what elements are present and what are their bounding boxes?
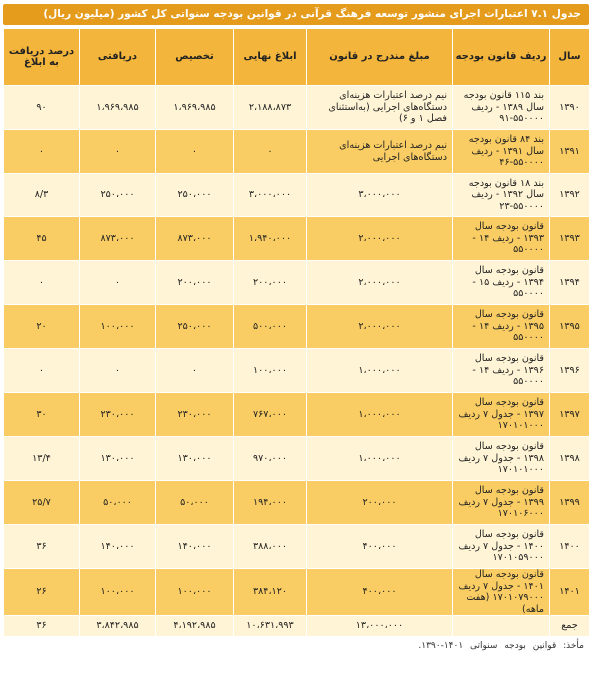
total-received: ۳،۸۴۲،۹۸۵ (80, 616, 156, 637)
cell-year: ۱۳۹۱ (550, 130, 590, 174)
cell-final-notified: ۳۸۴،۱۲۰ (234, 569, 307, 616)
cell-law-amount: ۲،۰۰۰،۰۰۰ (307, 217, 453, 261)
budget-table (3, 28, 590, 637)
cell-law-amount: ۲۰۰،۰۰۰ (307, 481, 453, 525)
table-header-row (4, 29, 590, 86)
cell-final-notified: ۳۸۸،۰۰۰ (234, 525, 307, 569)
cell-received-percent: ۲۰ (4, 305, 80, 349)
cell-budget-line: قانون بودجه سال ۱۳۹۷ - جدول ۷ ردیف ۱۷۰۱۰۱۰۰۰ (453, 393, 550, 437)
cell-law-amount: ۲،۰۰۰،۰۰۰ (307, 261, 453, 305)
cell-year: ۱۳۹۲ (550, 174, 590, 217)
cell-received-percent: ۹۰ (4, 86, 80, 130)
cell-year: ۱۳۹۷ (550, 393, 590, 437)
cell-received: ۲۳۰،۰۰۰ (80, 393, 156, 437)
cell-budget-line: قانون بودجه سال ۱۳۹۴ - ردیف ۱۵ - ۵۵۰۰۰۰ (453, 261, 550, 305)
table-title: جدول ۷.۱ اعتبارات اجرای منشور توسعه فرهنگ قرآنی در قوانین بودجه سنواتی کل کشور (میلیون ریال) (3, 4, 589, 25)
cell-allocation: ۲۰۰،۰۰۰ (156, 261, 234, 305)
cell-final-notified: ۲،۱۸۸،۸۷۳ (234, 86, 307, 130)
cell-law-amount: نیم درصد اعتبارات هزینه‌ای دستگاه‌های اجرایی (307, 130, 453, 174)
total-law-amount: ۱۳،۰۰۰،۰۰۰ (307, 616, 453, 637)
cell-final-notified: ۰ (234, 130, 307, 174)
cell-law-amount: ۱،۰۰۰،۰۰۰ (307, 437, 453, 481)
cell-year: ۱۳۹۸ (550, 437, 590, 481)
cell-received: ۱۴۰،۰۰۰ (80, 525, 156, 569)
header-allocation: تخصیص (156, 29, 234, 86)
table-row (4, 525, 590, 569)
cell-final-notified: ۱۹۴،۰۰۰ (234, 481, 307, 525)
cell-law-amount: ۲،۰۰۰،۰۰۰ (307, 305, 453, 349)
table-row (4, 130, 590, 174)
cell-received-percent: ۳۰ (4, 393, 80, 437)
cell-allocation: ۱۴۰،۰۰۰ (156, 525, 234, 569)
cell-allocation: ۱،۹۶۹،۹۸۵ (156, 86, 234, 130)
cell-budget-line: قانون بودجه سال ۱۳۹۸ - جدول ۷ ردیف ۱۷۰۱۰۱۰۰۰ (453, 437, 550, 481)
cell-received-percent: ۰ (4, 261, 80, 305)
cell-allocation: ۵۰،۰۰۰ (156, 481, 234, 525)
cell-received-percent: ۲۵/۷ (4, 481, 80, 525)
table-row (4, 261, 590, 305)
cell-law-amount: ۱،۰۰۰،۰۰۰ (307, 393, 453, 437)
table-row (4, 86, 590, 130)
cell-received: ۰ (80, 349, 156, 393)
table-row (4, 305, 590, 349)
cell-law-amount: ۳،۰۰۰،۰۰۰ (307, 174, 453, 217)
cell-received: ۲۵۰،۰۰۰ (80, 174, 156, 217)
cell-final-notified: ۵۰۰،۰۰۰ (234, 305, 307, 349)
cell-final-notified: ۳،۰۰۰،۰۰۰ (234, 174, 307, 217)
cell-budget-line: قانون بودجه سال ۱۳۹۵ - ردیف ۱۴ - ۵۵۰۰۰۰ (453, 305, 550, 349)
total-allocation: ۴،۱۹۲،۹۸۵ (156, 616, 234, 637)
table-row (4, 437, 590, 481)
total-row (4, 616, 590, 637)
cell-year: ۱۳۹۹ (550, 481, 590, 525)
cell-received: ۸۷۳،۰۰۰ (80, 217, 156, 261)
cell-allocation: ۲۵۰،۰۰۰ (156, 305, 234, 349)
header-received-percent: درصد دریافت به ابلاغ (4, 29, 80, 86)
cell-allocation: ۲۵۰،۰۰۰ (156, 174, 234, 217)
table-row (4, 569, 590, 616)
table-row (4, 393, 590, 437)
cell-allocation: ۱۳۰،۰۰۰ (156, 437, 234, 481)
cell-year: ۱۴۰۱ (550, 569, 590, 616)
cell-received: ۰ (80, 261, 156, 305)
header-budget-line: ردیف قانون بودجه (453, 29, 550, 86)
table-row (4, 349, 590, 393)
cell-year: ۱۳۹۴ (550, 261, 590, 305)
cell-budget-line: قانون بودجه سال ۱۳۹۳ - ردیف ۱۴ - ۵۵۰۰۰۰ (453, 217, 550, 261)
cell-year: ۱۳۹۵ (550, 305, 590, 349)
cell-year: ۱۳۹۰ (550, 86, 590, 130)
cell-budget-line: قانون بودجه سال ۱۳۹۶ - ردیف ۱۴ - ۵۵۰۰۰۰ (453, 349, 550, 393)
cell-received: ۵۰،۰۰۰ (80, 481, 156, 525)
cell-law-amount: ۴۰۰،۰۰۰ (307, 525, 453, 569)
cell-received-percent: ۸/۳ (4, 174, 80, 217)
cell-allocation: ۰ (156, 130, 234, 174)
cell-allocation: ۰ (156, 349, 234, 393)
cell-final-notified: ۲۰۰،۰۰۰ (234, 261, 307, 305)
cell-budget-line: بند ۱۱۵ قانون بودجه سال ۱۳۸۹ - ردیف ۵۵۰۰۰۰-۹۱ (453, 86, 550, 130)
header-year: سال (550, 29, 590, 86)
cell-budget-line: قانون بودجه سال ۱۴۰۰ - جدول ۷ ردیف ۱۷۰۱۰۵۹۰۰۰ (453, 525, 550, 569)
cell-budget-line: قانون بودجه سال ۱۴۰۱ - جدول ۷ ردیف ۱۷۰۱۰۷۹۰۰۰ (هفت ماهه) (453, 569, 550, 616)
table-row (4, 217, 590, 261)
cell-budget-line: بند ۸۴ قانون بودجه سال ۱۳۹۱ - ردیف ۵۵۰۰۰۰-۴۶ (453, 130, 550, 174)
table-row (4, 174, 590, 217)
cell-received: ۱،۹۶۹،۹۸۵ (80, 86, 156, 130)
cell-received-percent: ۳۶ (4, 525, 80, 569)
cell-final-notified: ۷۶۷،۰۰۰ (234, 393, 307, 437)
cell-received-percent: ۰ (4, 130, 80, 174)
cell-budget-line: قانون بودجه سال ۱۳۹۹ - جدول ۷ ردیف ۱۷۰۱۰۶۰۰۰ (453, 481, 550, 525)
cell-year: ۱۳۹۳ (550, 217, 590, 261)
header-law-amount: مبلغ مندرج در قانون (307, 29, 453, 86)
cell-received-percent: ۰ (4, 349, 80, 393)
cell-final-notified: ۹۷۰،۰۰۰ (234, 437, 307, 481)
cell-received: ۱۰۰،۰۰۰ (80, 569, 156, 616)
cell-allocation: ۸۷۳،۰۰۰ (156, 217, 234, 261)
cell-law-amount: ۴۰۰،۰۰۰ (307, 569, 453, 616)
total-final-notified: ۱۰،۶۳۱،۹۹۳ (234, 616, 307, 637)
cell-budget-line: بند ۱۸ قانون بودجه سال ۱۳۹۲ - ردیف ۵۵۰۰۰۰-۲۳ (453, 174, 550, 217)
header-received: دریافتی (80, 29, 156, 86)
cell-received: ۰ (80, 130, 156, 174)
cell-final-notified: ۱،۹۴۰،۰۰۰ (234, 217, 307, 261)
header-final-notified: ابلاغ نهایی (234, 29, 307, 86)
cell-received-percent: ۱۳/۴ (4, 437, 80, 481)
cell-received-percent: ۴۵ (4, 217, 80, 261)
cell-received: ۱۳۰،۰۰۰ (80, 437, 156, 481)
cell-law-amount: نیم درصد اعتبارات هزینه‌ای دستگاه‌های اجرایی (به‌استثنای فصل ۱ و ۶) (307, 86, 453, 130)
total-label: جمع (550, 616, 590, 637)
cell-year: ۱۳۹۶ (550, 349, 590, 393)
total-budget-line (453, 616, 550, 637)
cell-law-amount: ۱،۰۰۰،۰۰۰ (307, 349, 453, 393)
cell-year: ۱۴۰۰ (550, 525, 590, 569)
source-note: مأخذ: قوانین بودجه سنواتی ۱۴۰۱-۱۳۹۰. (418, 641, 584, 651)
table-row (4, 481, 590, 525)
cell-allocation: ۱۰۰،۰۰۰ (156, 569, 234, 616)
cell-received: ۱۰۰،۰۰۰ (80, 305, 156, 349)
cell-allocation: ۲۳۰،۰۰۰ (156, 393, 234, 437)
cell-received-percent: ۲۶ (4, 569, 80, 616)
cell-final-notified: ۱۰۰،۰۰۰ (234, 349, 307, 393)
total-received-percent: ۳۶ (4, 616, 80, 637)
